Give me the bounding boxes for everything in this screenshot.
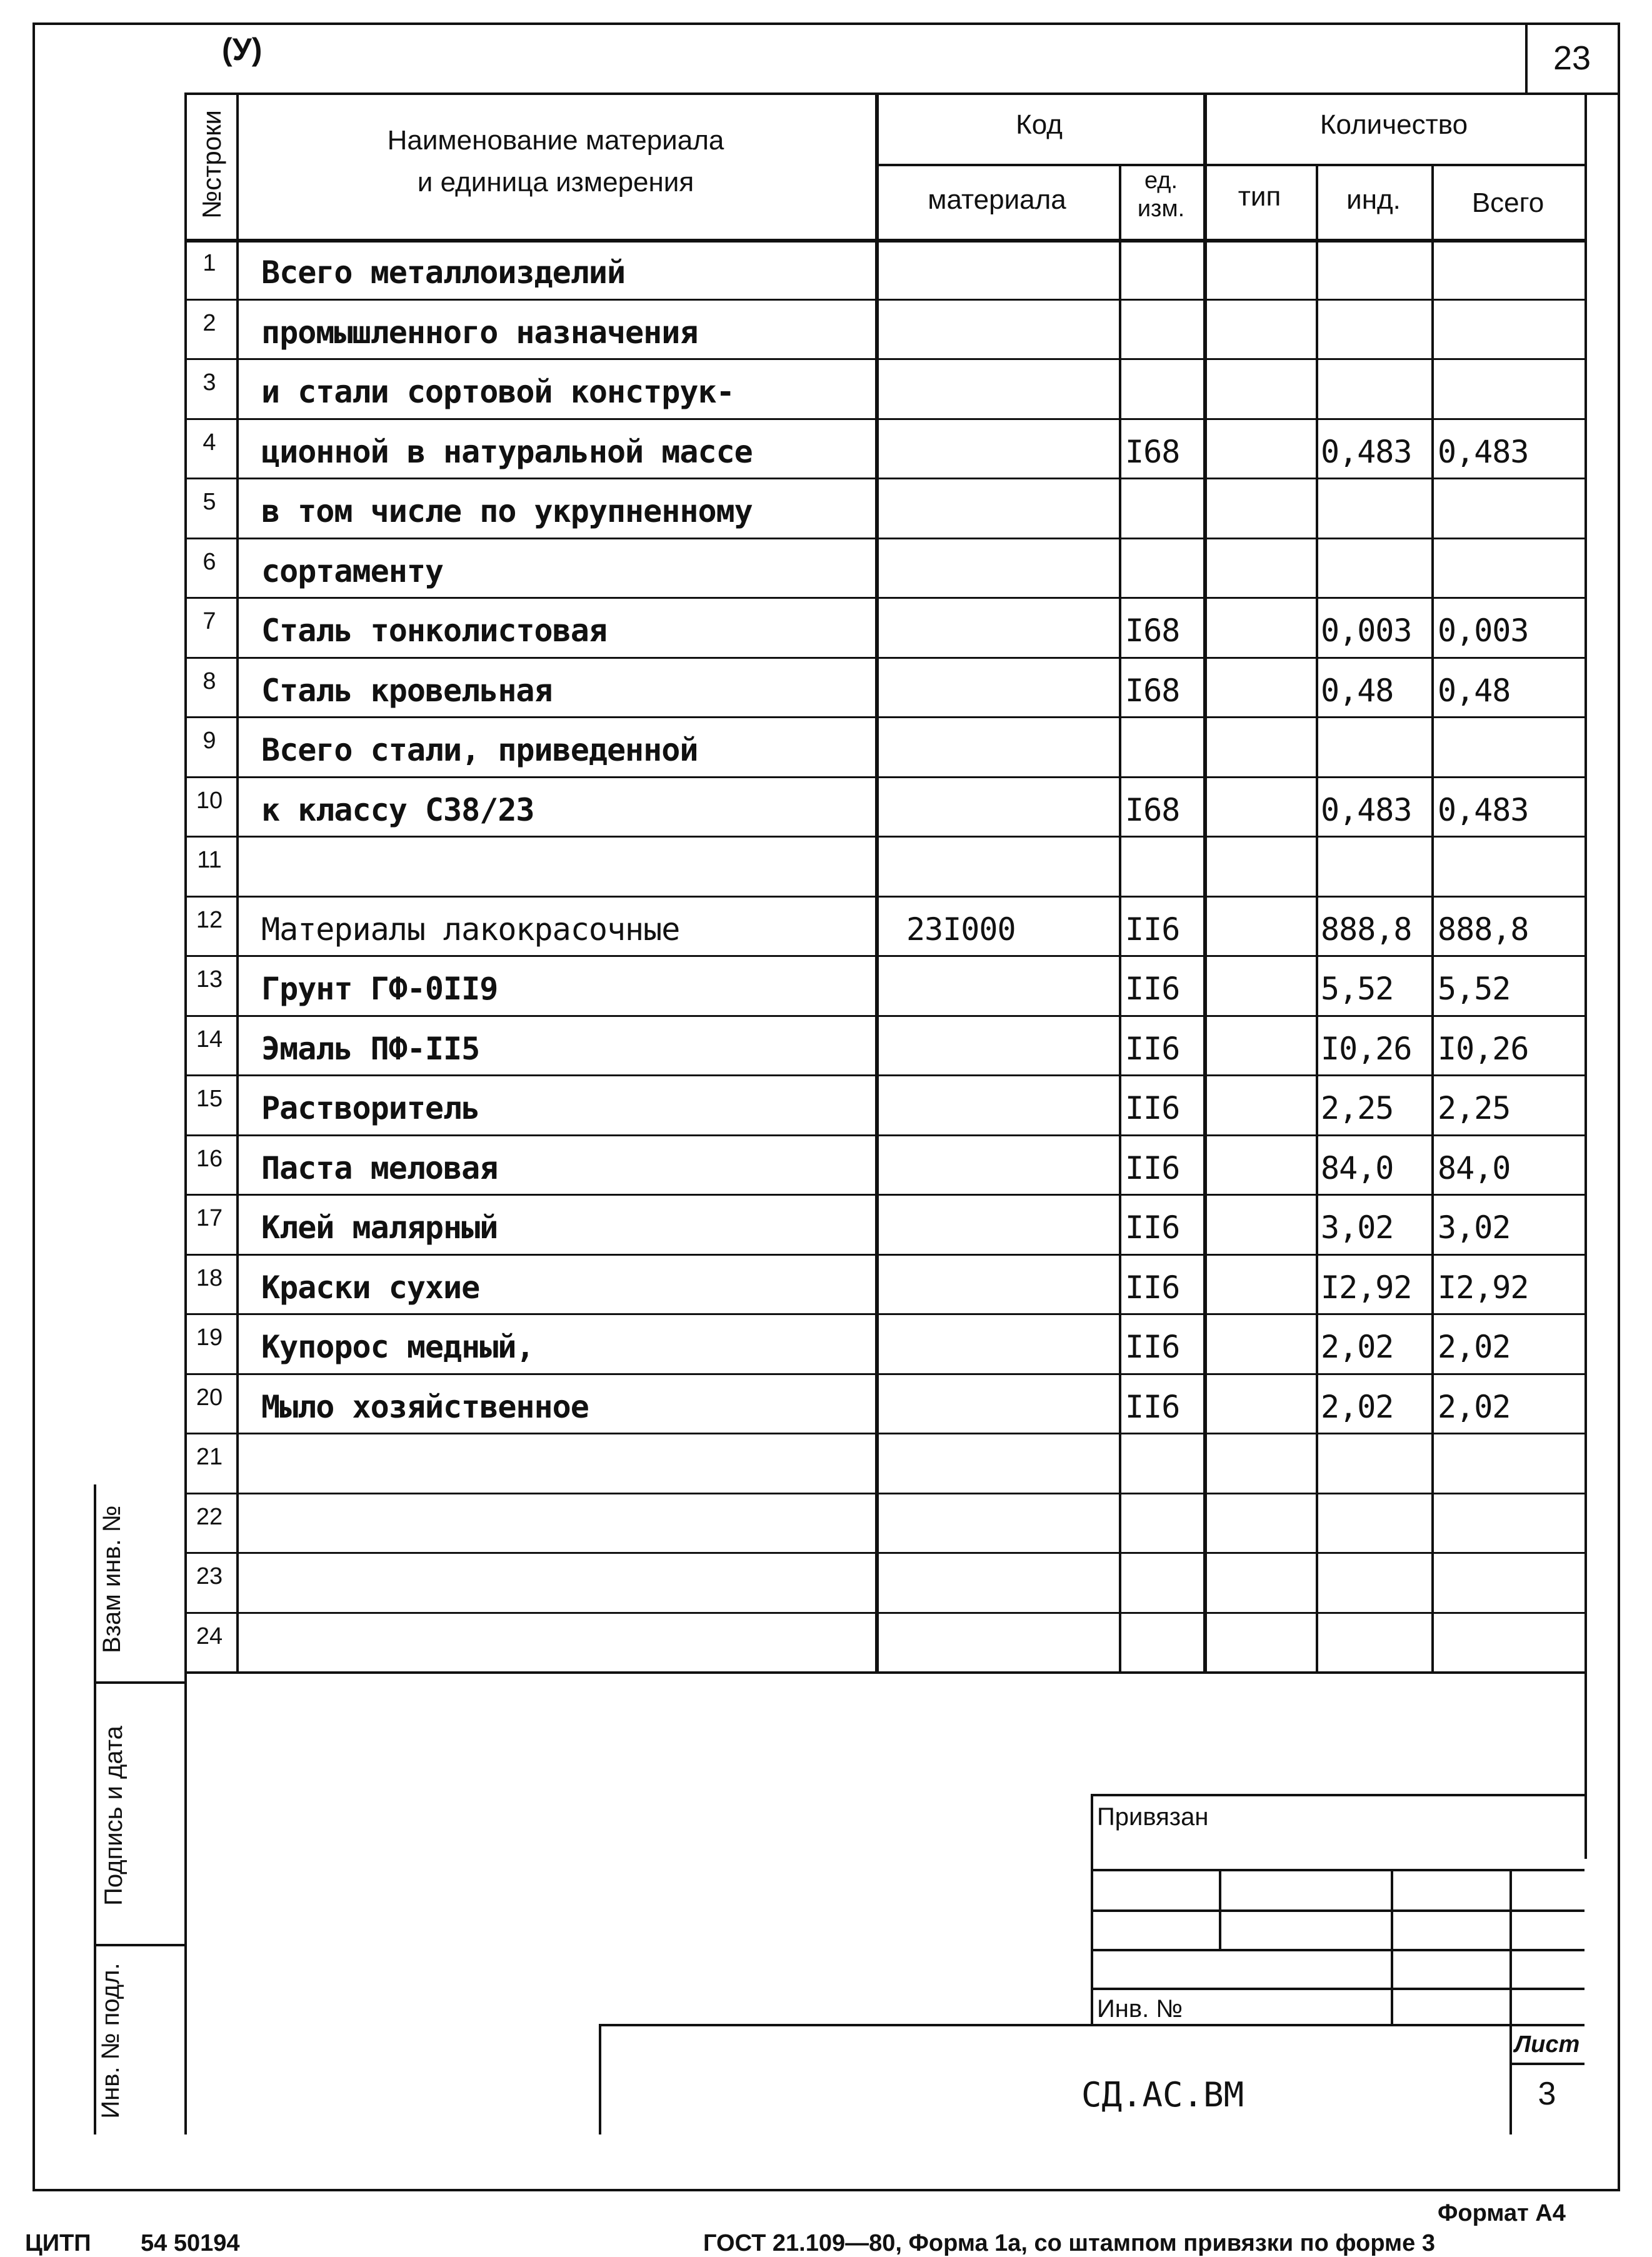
col-header-row-number: №строки: [197, 110, 226, 219]
qty-total: 3,02: [1438, 1209, 1511, 1246]
row-divider: [184, 1074, 1584, 1076]
col-line-name: [236, 93, 239, 1671]
row-number: 20: [196, 1384, 223, 1411]
unit-code: II6: [1125, 1329, 1180, 1365]
row-number: 3: [203, 369, 216, 396]
unit-code: I68: [1125, 791, 1180, 828]
header-bottom-line: [184, 239, 1584, 243]
qty-total: 2,02: [1438, 1388, 1511, 1425]
material-name: Мыло хозяйственное: [261, 1388, 589, 1425]
qty-total: 888,8: [1438, 911, 1529, 948]
row-number: 21: [196, 1444, 223, 1470]
qty-total: 0,003: [1438, 613, 1529, 649]
material-name: Паста меловая: [261, 1149, 498, 1186]
stamp-col-2: [1391, 1869, 1393, 2026]
qty-total: 5,52: [1438, 971, 1511, 1007]
row-number: 7: [203, 608, 216, 634]
sheet-number: 3: [1538, 2076, 1556, 2112]
row-divider: [184, 716, 1584, 718]
table-top-border: [184, 93, 1584, 95]
material-name: Сталь кровельная: [261, 672, 553, 709]
col-header-code: Код: [1016, 109, 1063, 140]
material-name: и стали сортовой конструк-: [261, 374, 734, 410]
col-header-unit-line2: изм.: [1137, 196, 1185, 222]
podpis-data-label: Подпись и дата: [100, 1726, 128, 1906]
row-divider: [184, 657, 1584, 659]
material-name: Эмаль ПФ-II5: [261, 1030, 480, 1067]
unit-code: I68: [1125, 433, 1180, 470]
row-number: 24: [196, 1623, 223, 1649]
col-line-code: [875, 93, 879, 1671]
privyazan-label: Привязан: [1097, 1803, 1209, 1831]
row-divider: [184, 597, 1584, 599]
vzam-inv-label: Взам инв. №: [98, 1505, 126, 1653]
material-name: Материалы лакокрасочные: [261, 911, 680, 948]
row-divider: [184, 1493, 1584, 1494]
row-divider: [184, 836, 1584, 838]
material-code: 23I000: [906, 911, 1016, 948]
row-number: 15: [196, 1086, 223, 1112]
table-bottom-border: [184, 1671, 1584, 1674]
row-divider: [184, 418, 1584, 420]
row-divider: [184, 1612, 1584, 1614]
row-number: 10: [196, 787, 223, 814]
title-block-left: [599, 2024, 601, 2134]
qty-ind: 5,52: [1321, 971, 1394, 1007]
qty-ind: 0,003: [1321, 613, 1412, 649]
qty-ind: 2,02: [1321, 1388, 1394, 1425]
row-number: 6: [203, 548, 216, 575]
row-number: 17: [196, 1205, 223, 1231]
row-number: 23: [196, 1563, 223, 1589]
side-divider-2: [94, 1944, 184, 1946]
material-name: Клей малярный: [261, 1209, 498, 1246]
row-number: 12: [196, 906, 223, 933]
stamp-col-3: [1509, 1869, 1512, 2026]
row-number: 14: [196, 1026, 223, 1053]
row-number: 1: [203, 250, 216, 276]
qty-ind: 3,02: [1321, 1209, 1394, 1246]
org-code: 54 50194: [141, 2230, 240, 2256]
row-divider: [184, 1552, 1584, 1554]
qty-total: 2,25: [1438, 1090, 1511, 1126]
unit-code: I68: [1125, 672, 1180, 709]
inv-no-label: Инв. №: [1097, 1995, 1183, 2023]
qty-ind: I0,26: [1321, 1030, 1412, 1067]
col-header-ind: инд.: [1346, 184, 1401, 215]
row-number: 2: [203, 309, 216, 336]
material-name: Краски сухие: [261, 1269, 480, 1306]
side-column-left: [94, 1484, 96, 2134]
unit-code: II6: [1125, 971, 1180, 1007]
material-name: Растворитель: [261, 1090, 480, 1126]
col-line-ind: [1316, 164, 1318, 1671]
unit-code: II6: [1125, 1030, 1180, 1067]
stamp-top: [1091, 1794, 1584, 1796]
col-line-total: [1431, 164, 1434, 1671]
material-name: в том числе по укрупненному: [261, 493, 753, 529]
qty-ind: 2,25: [1321, 1090, 1394, 1126]
row-divider: [184, 1373, 1584, 1375]
row-divider: [184, 1433, 1584, 1434]
col-header-unit-line1: ед.: [1144, 168, 1178, 194]
inv-podl-label: Инв. № подл.: [97, 1963, 124, 2119]
table-right-border: [1584, 93, 1587, 1859]
org-label: ЦИТП: [25, 2230, 91, 2256]
mark-label: (У): [222, 32, 263, 67]
row-divider: [184, 1194, 1584, 1196]
col-line-qty: [1203, 93, 1207, 1671]
qty-total: 0,483: [1438, 433, 1529, 470]
qty-ind: 888,8: [1321, 911, 1412, 948]
qty-total: 2,02: [1438, 1329, 1511, 1365]
qty-ind: 2,02: [1321, 1329, 1394, 1365]
row-divider: [184, 1015, 1584, 1017]
row-number: 5: [203, 489, 216, 515]
row-divider: [184, 1134, 1584, 1136]
unit-code: I68: [1125, 613, 1180, 649]
row-number: 11: [197, 847, 222, 873]
material-name: Грунт ГФ-0II9: [261, 971, 498, 1007]
qty-ind: 84,0: [1321, 1149, 1394, 1186]
qty-ind: 0,483: [1321, 433, 1412, 470]
row-number: 16: [196, 1145, 223, 1172]
col-header-total: Всего: [1471, 188, 1544, 218]
gost-label: ГОСТ 21.109—80, Форма 1а, со штампом привязки по форме 3: [703, 2230, 1435, 2256]
row-divider: [184, 1254, 1584, 1256]
row-number: 13: [196, 966, 223, 993]
qty-ind: I2,92: [1321, 1269, 1412, 1306]
side-divider-1: [94, 1681, 184, 1684]
qty-total: 84,0: [1438, 1149, 1511, 1186]
row-divider: [184, 478, 1584, 479]
col-header-quantity: Количество: [1319, 109, 1468, 140]
col-header-name-line1: Наименование материала: [387, 125, 724, 156]
row-divider: [184, 1313, 1584, 1315]
document-designation: СД.АС.ВМ: [1081, 2075, 1244, 2114]
row-number: 22: [196, 1503, 223, 1530]
material-name: Всего стали, приведенной: [261, 732, 698, 768]
col-line-unit: [1119, 164, 1121, 1671]
left-margin-line: [184, 1671, 187, 2134]
format-label: Формат А4: [1438, 2200, 1566, 2226]
col-header-code-material: материала: [928, 184, 1066, 215]
row-number: 4: [203, 429, 216, 456]
page-number-divider: [1525, 23, 1528, 94]
material-name: Купорос медный,: [261, 1329, 534, 1365]
qty-ind: 0,483: [1321, 791, 1412, 828]
unit-code: II6: [1125, 1209, 1180, 1246]
col-header-type: тип: [1238, 181, 1281, 212]
stamp-col-1: [1219, 1869, 1221, 1950]
row-number: 18: [196, 1264, 223, 1291]
sheet-label-bottom: [1509, 2063, 1584, 2065]
qty-ind: 0,48: [1321, 672, 1394, 709]
unit-code: II6: [1125, 1149, 1180, 1186]
material-name: Всего металлоизделий: [261, 254, 626, 291]
row-number: 9: [203, 728, 216, 754]
material-name: сортаменту: [261, 553, 444, 589]
qty-total: I2,92: [1438, 1269, 1529, 1306]
material-name: к классу С38/23: [261, 791, 534, 828]
qty-total: 0,483: [1438, 791, 1529, 828]
row-divider: [184, 896, 1584, 898]
page-number: 23: [1553, 39, 1591, 77]
qty-total: 0,48: [1438, 672, 1511, 709]
unit-code: II6: [1125, 911, 1180, 948]
col-header-name-line2: и единица измерения: [417, 167, 694, 198]
header-mid-line: [875, 164, 1584, 166]
sheet-label: Лист: [1514, 2031, 1580, 2058]
row-divider: [184, 776, 1584, 778]
material-name: ционной в натуральной массе: [261, 433, 753, 470]
unit-code: II6: [1125, 1388, 1180, 1425]
unit-code: II6: [1125, 1090, 1180, 1126]
row-number: 8: [203, 668, 216, 694]
row-divider: [184, 955, 1584, 957]
material-name: промышленного назначения: [261, 314, 698, 351]
row-divider: [184, 538, 1584, 539]
row-number: 19: [196, 1324, 223, 1351]
unit-code: II6: [1125, 1269, 1180, 1306]
material-name: Сталь тонколистовая: [261, 613, 607, 649]
title-block-top: [599, 2024, 1584, 2026]
qty-total: I0,26: [1438, 1030, 1529, 1067]
row-divider: [184, 358, 1584, 360]
row-divider: [184, 299, 1584, 301]
